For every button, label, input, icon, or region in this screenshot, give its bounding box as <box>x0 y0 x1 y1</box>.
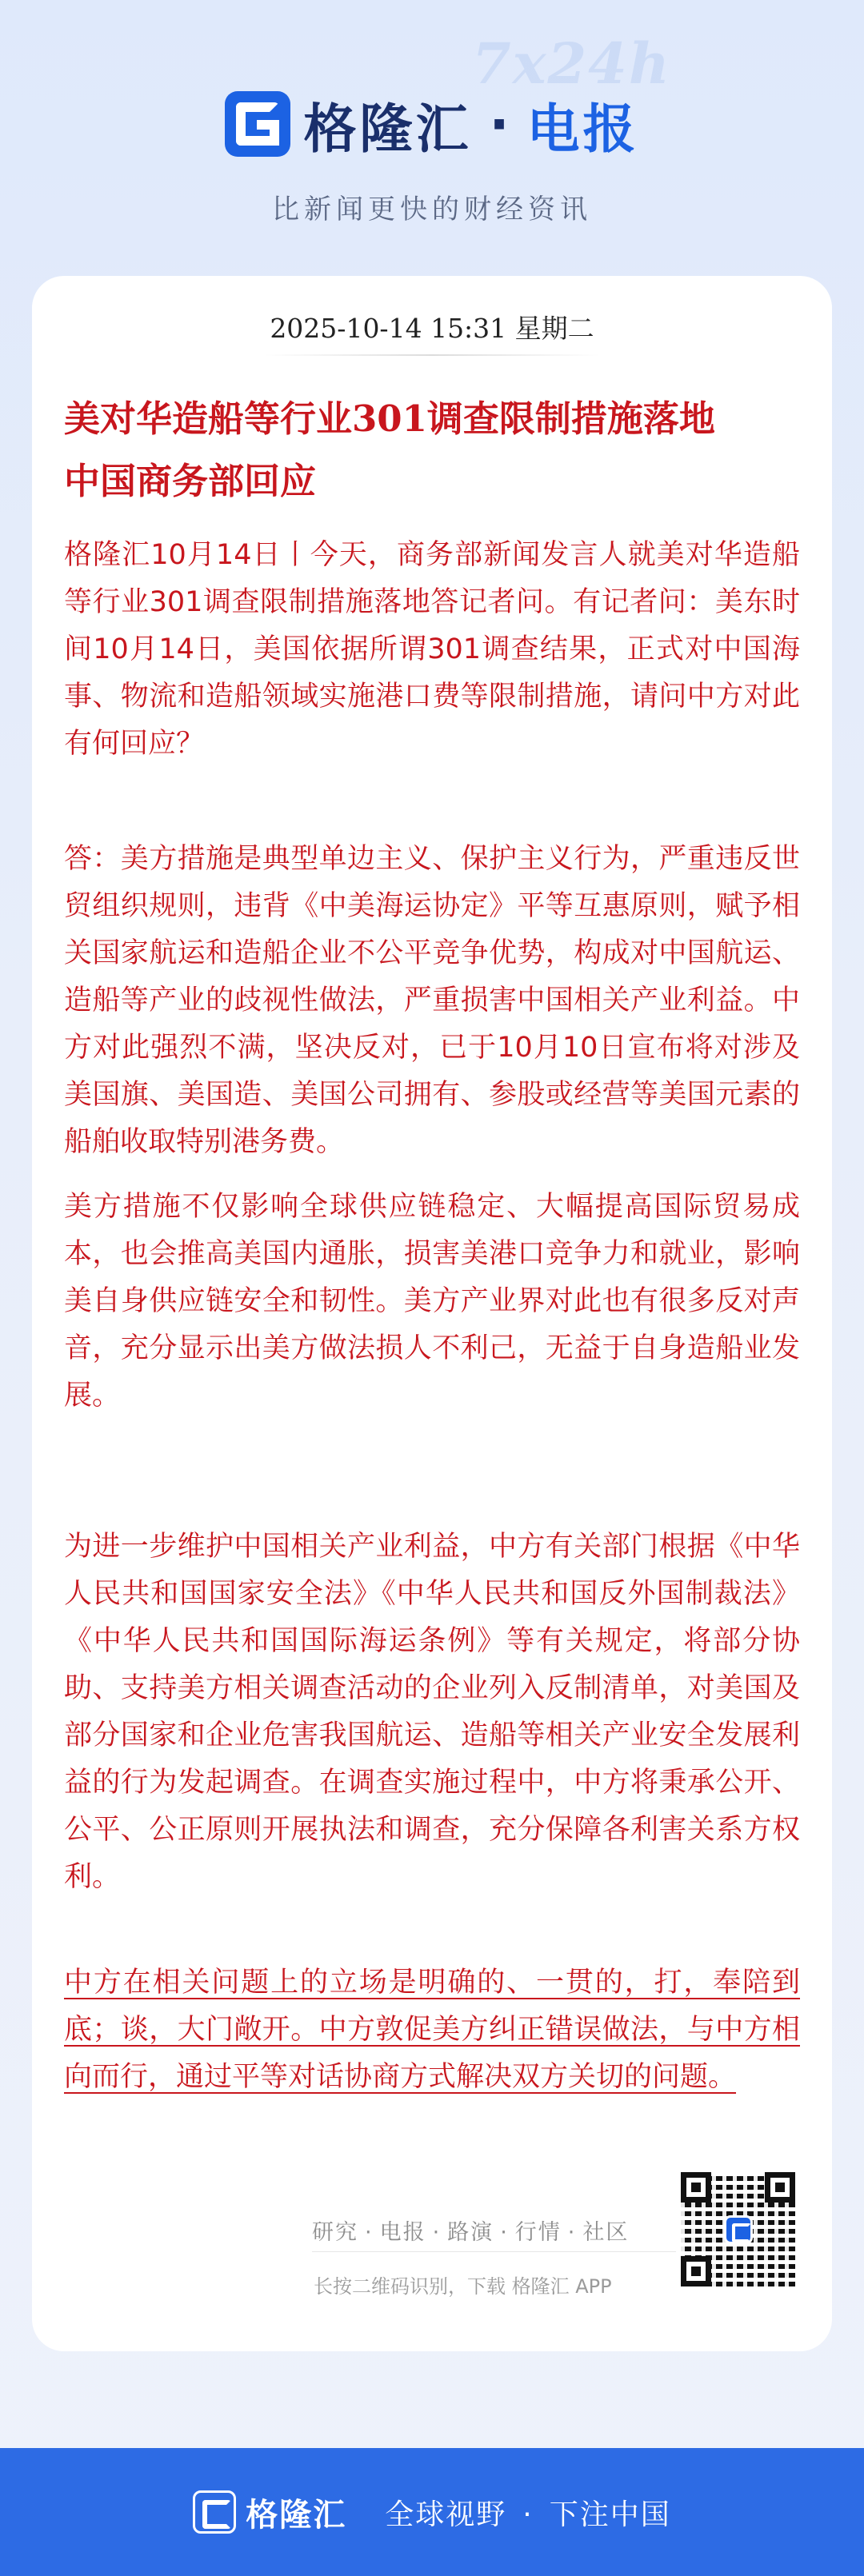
article-datetime: 2025-10-14 15:31 星期二 <box>270 313 594 344</box>
header <box>0 0 864 264</box>
gelonghui-logo-icon <box>225 91 290 157</box>
footer-link-roadshow[interactable]: 路演 <box>447 2220 494 2245</box>
bottom-slogan: 全球视野 · 下注中国 <box>385 2498 671 2531</box>
brand-row <box>0 80 864 168</box>
footer-link-community[interactable]: 社区 <box>582 2220 630 2245</box>
article-card <box>32 276 832 2351</box>
bottom-bar <box>0 2448 864 2576</box>
article-paragraph-1: 格隆汇10月14日丨今天，商务部新闻发言人就美对华造船等行业301调查限制措施落地答记者问。有记者问：美东时间10月14日，美国依据所谓301调查结果，正式对中国海事、物流和造船领域实施港口费等限制措施，请问中方对此有何回应？ <box>64 539 800 760</box>
article-paragraph-3: 美方措施不仅影响全球供应链稳定、大幅提高国际贸易成本，也会推高美国内通胀，损害美港口竞争力和就业，影响美自身供应链安全和韧性。美方产业界对此也有很多反对声音，充分显示出美方做法损人不利己，无益于自身造船业发展。 <box>64 1191 800 1412</box>
brand-sub-title: 电报 <box>526 98 639 160</box>
datetime-divider <box>264 354 600 356</box>
bottom-logo-icon <box>193 2490 236 2534</box>
article-paragraph-5-text: 中方在相关问题上的立场是明确的、一贯的，打，奉陪到底；谈，大门敞开。中方敦促美方纠正错误做法，与中方相向而行，通过平等对话协商方式解决双方关切的问题。 <box>64 1967 800 2093</box>
bottom-brand-name: 格隆汇 <box>246 2496 347 2534</box>
qr-logo-icon <box>724 2215 753 2244</box>
footer-link-market[interactable]: 行情 <box>514 2220 562 2245</box>
watermark-text: 7x24h <box>472 30 671 97</box>
footer-links: 研究 · 电报 · 路演 · 行情 · 社区 <box>312 2220 630 2245</box>
footer-link-research[interactable]: 研究 <box>312 2220 358 2245</box>
article-title-line-2: 中国商务部回应 <box>64 460 317 502</box>
article-paragraph-4: 为进一步维护中国相关产业利益，中方有关部门根据《中华人民共和国国家安全法》《中华人民共和国反外国制裁法》《中华人民共和国国际海运条例》等有关规定，将部分协助、支持美方相关调查活动的企业列入反制清单，对美国及部分国家和企业危害我国航运、造船等相关产业安全发展利益的行为发起调查。在调查实施过程中，中方将秉承公开、公平、公正原则开展执法和调查，充分保障各利害关系方权利。 <box>64 1531 800 1893</box>
article-paragraph-2: 答：美方措施是典型单边主义、保护主义行为，严重违反世贸组织规则，违背《中美海运协定》平等互惠原则，赋予相关国家航运和造船企业不公平竞争优势，构成对中国航运、造船等产业的歧视性做法，严重损害中国相关产业利益。中方对此强烈不满，坚决反对，已于10月10日宣布将对涉及美国旗、美国造、美国公司拥有、参股或经营等美国元素的船舶收取特别港务费。 <box>64 843 800 1158</box>
brand-separator: · <box>489 93 510 155</box>
download-qr-code[interactable] <box>676 2167 800 2291</box>
footer-link-telegraph[interactable]: 电报 <box>379 2220 426 2245</box>
tagline: 比新闻更快的财经资讯 <box>272 194 592 226</box>
article-title <box>64 388 800 513</box>
brand-name: 格隆汇 <box>303 98 472 160</box>
article-paragraph-5 <box>64 1959 800 2101</box>
qr-hint: 长按二维码识别，下载 格隆汇 APP <box>314 2275 612 2298</box>
article-title-line-1: 美对华造船等行业301调查限制措施落地 <box>64 397 715 440</box>
footer-divider <box>312 2251 688 2252</box>
